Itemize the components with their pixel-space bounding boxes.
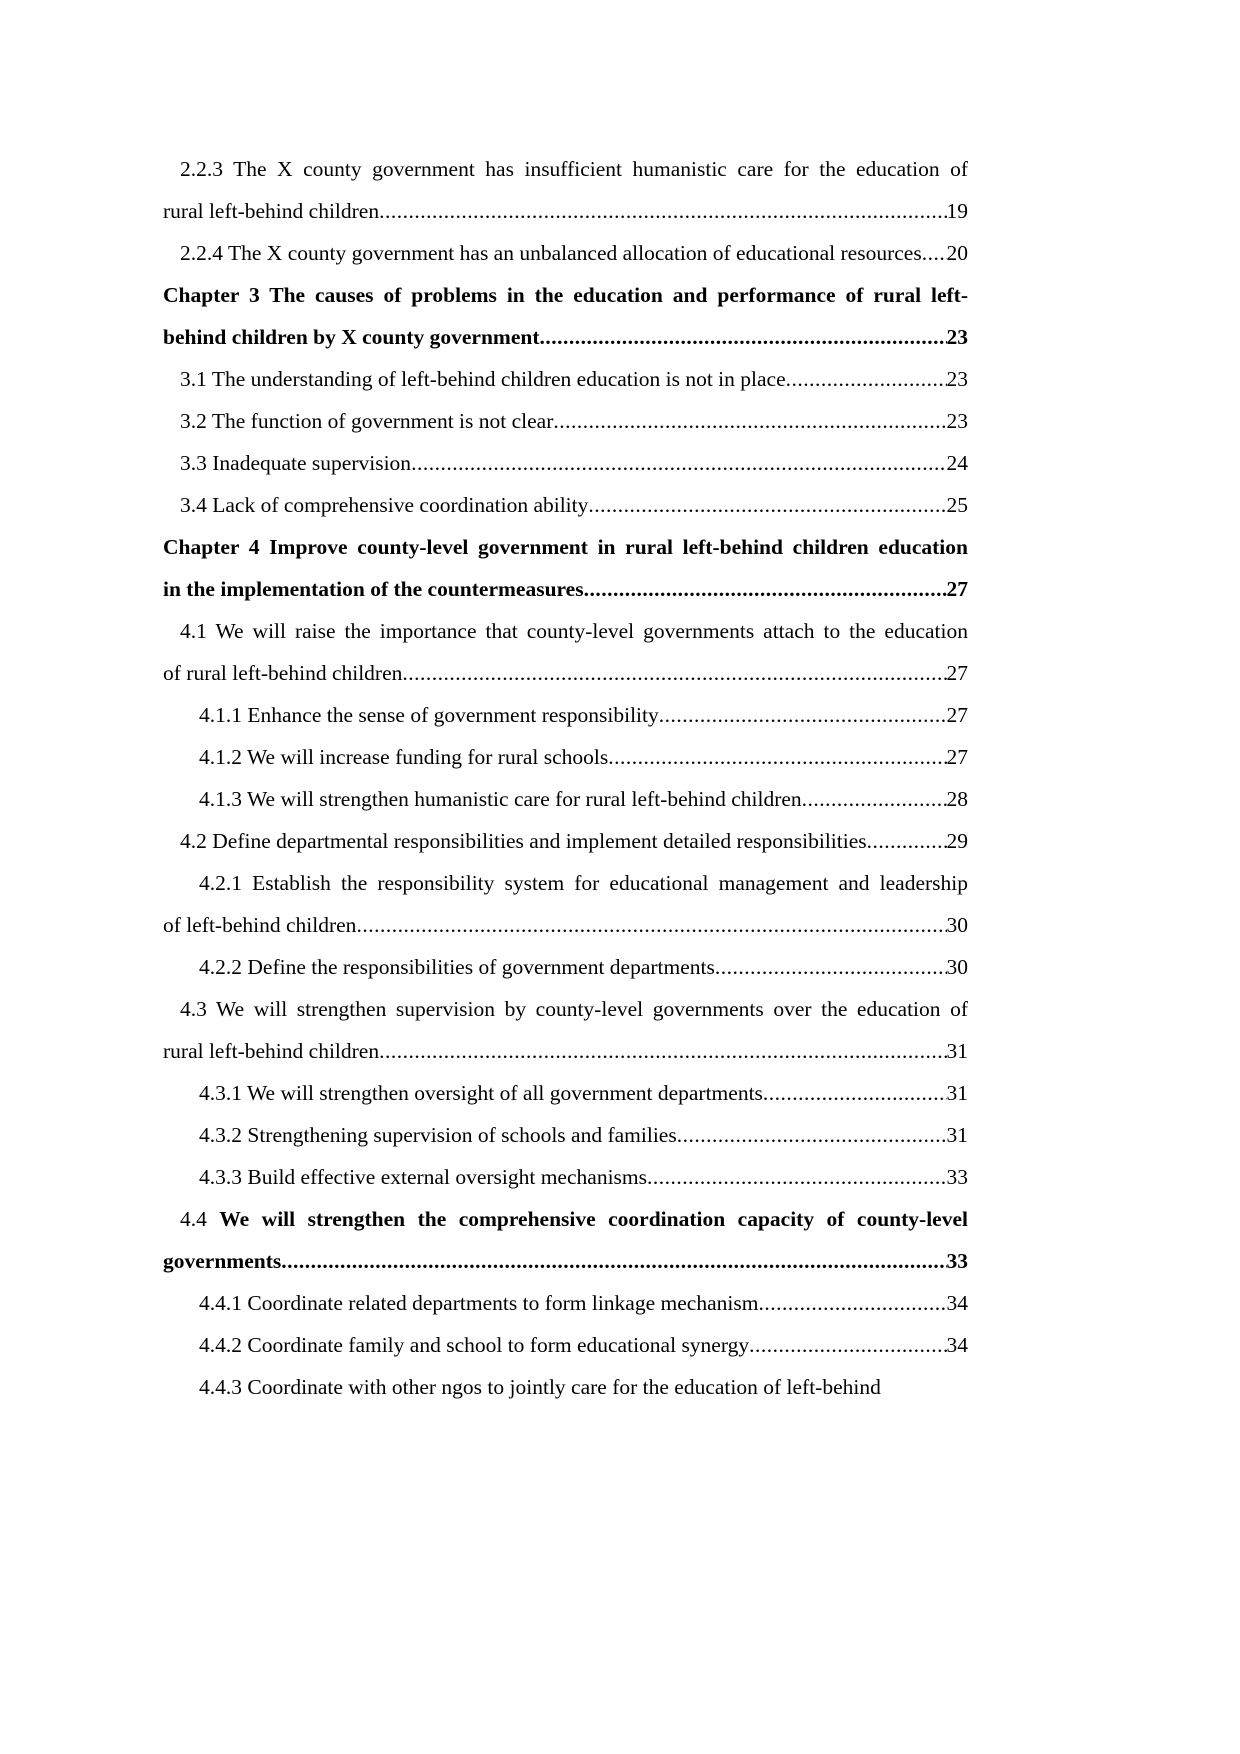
toc-page-number: 27 (946, 577, 968, 601)
toc-entry-title: 4.3.1 We will strengthen oversight of all government departments (199, 1081, 763, 1105)
toc-entry[interactable] (163, 400, 968, 442)
toc-entry-line (163, 190, 968, 232)
toc-leader-dots (356, 904, 946, 946)
toc-entry-title: Chapter 4 Improve county-level government in rural left-behind children education (163, 535, 968, 559)
toc-entry-title: 3.2 The function of government is not clear (180, 409, 554, 433)
toc-entry-line (199, 694, 968, 736)
toc-entry-title: 3.3 Inadequate supervision (180, 451, 412, 475)
toc-entry-title: Chapter 3 The causes of problems in the education and performance of rural left- (163, 283, 968, 307)
toc-entry[interactable] (163, 1366, 968, 1408)
toc-leader-dots (402, 652, 946, 694)
toc-leader-dots (281, 1240, 946, 1282)
toc-entry-title-cont: of rural left-behind children (163, 661, 403, 685)
toc-entry-title: 3.1 The understanding of left-behind children education is not in place (180, 367, 786, 391)
toc-leader-dots (677, 1114, 947, 1156)
toc-page-number: 23 (946, 409, 968, 433)
toc-entry-line (180, 400, 968, 442)
toc-entry-line (180, 988, 968, 1030)
toc-leader-dots (715, 946, 947, 988)
toc-page-number: 33 (946, 1165, 968, 1189)
toc-page-number: 34 (946, 1291, 968, 1315)
toc-entry-line (180, 484, 968, 526)
toc-entry-line (163, 1240, 968, 1282)
toc-entry-title: We will strengthen the comprehensive coordination capacity of county-level (219, 1207, 968, 1231)
toc-leader-dots (608, 736, 946, 778)
toc-entry[interactable] (163, 610, 968, 694)
toc-entry-line (163, 652, 968, 694)
toc-entry[interactable] (163, 484, 968, 526)
toc-entry-line (180, 232, 968, 274)
toc-entry-line (199, 736, 968, 778)
toc-entry[interactable] (163, 274, 968, 358)
toc-page-number: 31 (946, 1123, 968, 1147)
toc-page-number: 25 (946, 493, 968, 517)
toc-entry-line (163, 274, 968, 316)
toc-entry-title: 4.2 Define departmental responsibilities and implement detailed responsibilities (180, 829, 867, 853)
toc-entry[interactable] (163, 1156, 968, 1198)
toc-entry-title: 4.1.3 We will strengthen humanistic care for rural left-behind children (199, 787, 802, 811)
toc-entry[interactable] (163, 358, 968, 400)
toc-leader-dots (758, 1282, 946, 1324)
toc-entry-title: 4.3.3 Build effective external oversight mechanisms (199, 1165, 647, 1189)
toc-entry-title: 4.2.1 Establish the responsibility system for educational management and leadership (199, 871, 968, 895)
toc-page-number: 23 (946, 367, 968, 391)
toc-page-number: 27 (946, 661, 968, 685)
toc-page-number: 31 (946, 1039, 968, 1063)
toc-entry-line (163, 316, 968, 358)
toc-entry-line (199, 1282, 968, 1324)
toc-page-number: 30 (946, 955, 968, 979)
toc-entry-line (180, 148, 968, 190)
toc-entry-title-cont: of left-behind children (163, 913, 357, 937)
toc-entry-title: 4.4.3 Coordinate with other ngos to jointly care for the education of left-behind (199, 1375, 881, 1399)
toc-page-number: 30 (946, 913, 968, 937)
toc-entry-title-cont: in the implementation of the countermeasures (163, 577, 584, 601)
toc-entry[interactable] (163, 1198, 968, 1282)
toc-entry-line (180, 358, 968, 400)
toc-entry-title: 2.2.3 The X county government has insufficient humanistic care for the education of (180, 157, 968, 181)
toc-entry-line (199, 1156, 968, 1198)
toc-entry-title: 4.3.2 Strengthening supervision of schools and families (199, 1123, 677, 1147)
toc-leader-dots (749, 1324, 946, 1366)
toc-entry[interactable] (163, 1114, 968, 1156)
toc-leader-dots (867, 820, 947, 862)
toc-page-number: 33 (946, 1249, 968, 1273)
toc-entry[interactable] (163, 1282, 968, 1324)
toc-entry-line (163, 526, 968, 568)
toc-entry-line (199, 778, 968, 820)
toc-entry-title: 4.1.2 We will increase funding for rural schools (199, 745, 609, 769)
toc-entry-line (199, 1114, 968, 1156)
toc-page-number: 20 (946, 241, 968, 265)
toc-entry-line (199, 1072, 968, 1114)
toc-entry-line (163, 904, 968, 946)
toc-entry[interactable] (163, 736, 968, 778)
toc-page-number: 27 (946, 745, 968, 769)
toc-entry-line (180, 820, 968, 862)
toc-leader-dots (379, 190, 946, 232)
toc-entry-line (199, 862, 968, 904)
toc-page-number: 27 (946, 703, 968, 727)
toc-entry-title: 4.1.1 Enhance the sense of government responsibility (199, 703, 659, 727)
toc-entry-title-cont: governments (163, 1249, 282, 1273)
toc-entry[interactable] (163, 148, 968, 232)
toc-entry-title: 3.4 Lack of comprehensive coordination ability (180, 493, 589, 517)
toc-leader-dots (553, 400, 946, 442)
toc-entry-number: 4.4 (180, 1207, 220, 1231)
toc-entry-title-cont: behind children by X county government (163, 325, 540, 349)
toc-page-number: 28 (946, 787, 968, 811)
toc-entry-title: 4.3 We will strengthen supervision by county-level governments over the education of (180, 997, 968, 1021)
toc-leader-dots (802, 778, 947, 820)
toc-entry-line (163, 568, 968, 610)
toc-entry[interactable] (163, 778, 968, 820)
toc-entry-line (199, 1324, 968, 1366)
toc-leader-dots (411, 442, 946, 484)
toc-entry-line (199, 1366, 968, 1408)
toc-leader-dots (379, 1030, 946, 1072)
toc-leader-dots (647, 1156, 947, 1198)
toc-entry-line (180, 1198, 968, 1240)
toc-entry-title-cont: rural left-behind children (163, 199, 380, 223)
toc-entry[interactable] (163, 526, 968, 610)
toc-page-number: 23 (946, 325, 968, 349)
toc-leader-dots (786, 358, 947, 400)
toc-leader-dots (922, 232, 947, 274)
toc-entry-title: 4.4.2 Coordinate family and school to form educational synergy (199, 1333, 750, 1357)
toc-entry-title: 2.2.4 The X county government has an unbalanced allocation of educational resources (180, 241, 922, 265)
toc-entry[interactable] (163, 694, 968, 736)
toc-page-number: 19 (946, 199, 968, 223)
toc-entry[interactable] (163, 820, 968, 862)
toc-entry-title: 4.4.1 Coordinate related departments to form linkage mechanism (199, 1291, 759, 1315)
toc-leader-dots (763, 1072, 947, 1114)
toc-entry-title: 4.1 We will raise the importance that county-level governments attach to the education (180, 619, 968, 643)
toc-entry-line (199, 946, 968, 988)
toc-entry[interactable] (163, 1072, 968, 1114)
toc-leader-dots (659, 694, 947, 736)
toc-page-number: 24 (946, 451, 968, 475)
toc-entry-line (180, 610, 968, 652)
toc-leader-dots (584, 568, 947, 610)
toc-entry-line (180, 442, 968, 484)
toc-entry[interactable] (163, 988, 968, 1072)
toc-entry-title-cont: rural left-behind children (163, 1039, 380, 1063)
toc-entry[interactable] (163, 1324, 968, 1366)
toc-page-number: 31 (946, 1081, 968, 1105)
toc-page-number: 34 (946, 1333, 968, 1357)
toc-leader-dots (588, 484, 946, 526)
toc-leader-dots (540, 316, 947, 358)
toc-entry-title: 4.2.2 Define the responsibilities of government departments (199, 955, 715, 979)
toc-entry-line (163, 1030, 968, 1072)
table-of-contents-list (163, 148, 968, 1408)
toc-entry[interactable] (163, 442, 968, 484)
toc-entry[interactable] (163, 862, 968, 946)
toc-page-number: 29 (946, 829, 968, 853)
toc-entry[interactable] (163, 946, 968, 988)
toc-entry[interactable] (163, 232, 968, 274)
